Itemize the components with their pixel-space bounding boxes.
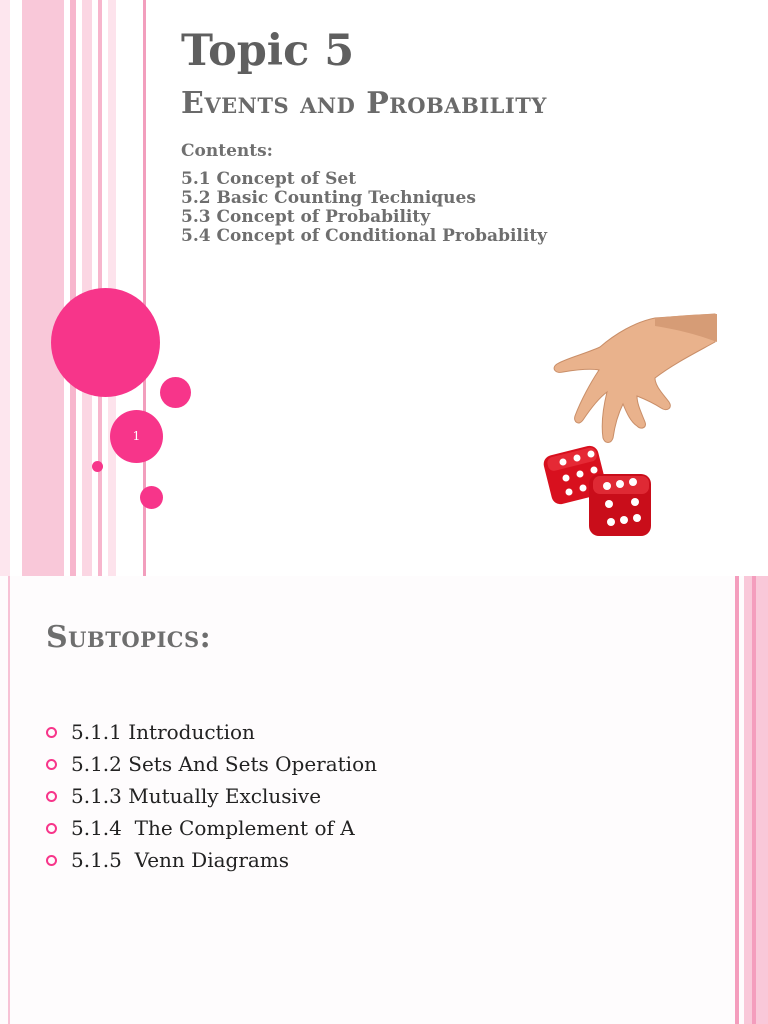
dice-photo (505, 312, 745, 552)
subtopic-list (46, 716, 377, 876)
list-item-label: 5.1.3 Mutually Exclusive (71, 784, 322, 808)
list-item (46, 748, 377, 780)
stripe-decoration (82, 0, 92, 576)
list-item-label: 5.1.4 The Complement of A (71, 816, 355, 840)
list-item (46, 812, 377, 844)
list-item (46, 780, 377, 812)
stripe-decoration (752, 576, 756, 1024)
die-icon (589, 474, 651, 536)
slide-title: Subtopics: (46, 620, 212, 655)
stripe-decoration (735, 576, 739, 1024)
stripe-decoration (0, 0, 10, 576)
stripe-decoration (744, 576, 768, 1024)
bullet-icon (46, 823, 57, 834)
page-number: 1 (110, 410, 163, 463)
large-circle-decoration (51, 288, 160, 397)
hand-icon (554, 314, 717, 443)
list-item-label: 5.1.1 Introduction (71, 720, 255, 744)
tiny-circle-decoration (92, 461, 103, 472)
stripe-decoration (70, 0, 76, 576)
contents-item: 5.1 Concept of Set (181, 169, 357, 189)
small-circle-decoration (160, 377, 191, 408)
slide-subtitle: Events and Probability (181, 86, 547, 121)
slide-title: Topic 5 (181, 26, 355, 76)
list-item (46, 716, 377, 748)
bullet-icon (46, 727, 57, 738)
list-item-label: 5.1.5 Venn Diagrams (71, 848, 290, 872)
bullet-icon (46, 759, 57, 770)
list-item-label: 5.1.2 Sets And Sets Operation (71, 752, 377, 776)
bullet-icon (46, 791, 57, 802)
bullet-icon (46, 855, 57, 866)
contents-item: 5.4 Concept of Conditional Probability (181, 226, 548, 246)
contents-label: Contents: (181, 141, 273, 161)
slide-2 (0, 576, 768, 1024)
stripe-decoration (8, 576, 10, 1024)
contents-list (181, 170, 547, 246)
small-circle-decoration (140, 486, 163, 509)
contents-item: 5.2 Basic Counting Techniques (181, 188, 476, 208)
stripe-decoration (22, 0, 64, 576)
contents-item: 5.3 Concept of Probability (181, 207, 431, 227)
list-item (46, 844, 377, 876)
